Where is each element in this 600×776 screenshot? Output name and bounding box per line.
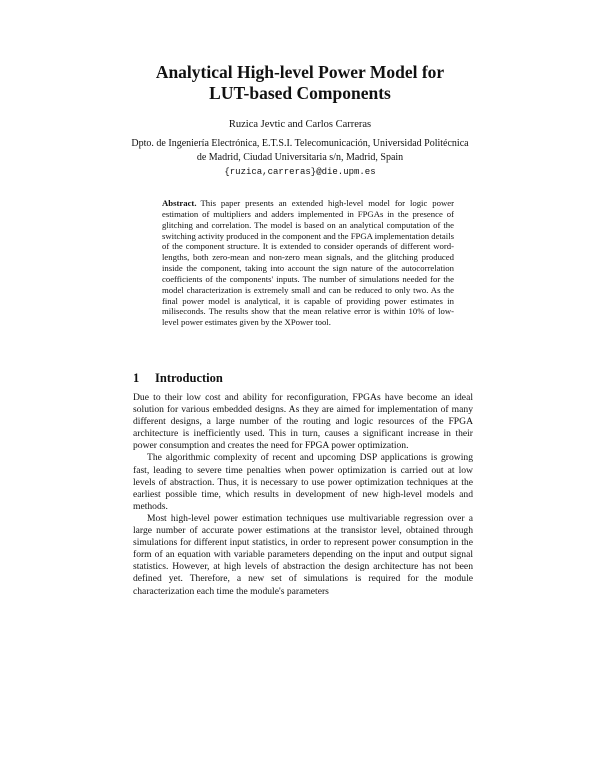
title-line-1: Analytical High-level Power Model for	[155, 62, 445, 82]
affiliation-line-1: Dpto. de Ingeniería Electrónica, E.T.S.I. Telecomunicación, Universidad Politécnica	[131, 138, 469, 149]
introduction-body	[133, 392, 473, 598]
intro-paragraph-2: The algorithmic complexity of recent and upcoming DSP applications is growing fast, leading to severe time penalties when power optimization is carried out at low levels of abstraction. Thus, it is necessary to use power optimization techniques at the earliest possible time, which results in development of new high-level models and methods.	[133, 452, 473, 512]
section-heading-introduction	[133, 371, 223, 386]
title-line-2: LUT-based Components	[209, 83, 391, 103]
author-email: {ruzica,carreras}@die.upm.es	[224, 167, 376, 177]
intro-paragraph-1: Due to their low cost and ability for reconfiguration, FPGAs have become an ideal solution for various embedded designs. As they are aimed for implementation of many different designs, a large number of the routing and logic resources of the FPGA architecture is inefficiently used. This in turn, causes a significant increase in their power consumption and creates the need for FPGA power optimization.	[133, 392, 473, 452]
intro-paragraph-3: Most high-level power estimation techniques use multivariable regression over a large number of accurate power estimations at the transistor level, obtained through simulations for different input statistics, in order to represent power consumption in the form of an equation with variable parameters depending on the input and output signal statistics. However, at high levels of abstraction the design architecture has not been defined yet. Therefore, a new set of simulations is required for the module characterization each time the module's parameters	[133, 512, 473, 597]
abstract-text: This paper presents an extended high-level model for logic power estimation of multipliers and adders implemented in FPGAs in the presence of glitching and correlation. The model is based on an analytical computation of the switching activity produced in the component and the FPGA implementation details of the component structure. It is extended to consider operands of different word-lengths, both zero-mean and non-zero mean signals, and the glitching produced inside the component, taking into account the sign nature of the autocorrelation coefficients of the components' inputs. The number of simulations needed for the model characterization is extremely small and can be reduced to only two. As the final power model is analytical, it is capable of providing power estimates in miliseconds. The results show that the mean relative error is within 10% of low-level power estimates given by the XPower tool.	[162, 198, 454, 328]
affiliation	[0, 137, 600, 179]
section-number: 1	[133, 371, 140, 385]
abstract	[162, 198, 454, 328]
section-title: Introduction	[155, 371, 223, 385]
paper-title	[0, 62, 600, 104]
abstract-label: Abstract.	[162, 198, 197, 208]
affiliation-line-2: de Madrid, Ciudad Universitaria s/n, Madrid, Spain	[196, 152, 404, 163]
author-list: Ruzica Jevtic and Carlos Carreras	[228, 119, 372, 130]
